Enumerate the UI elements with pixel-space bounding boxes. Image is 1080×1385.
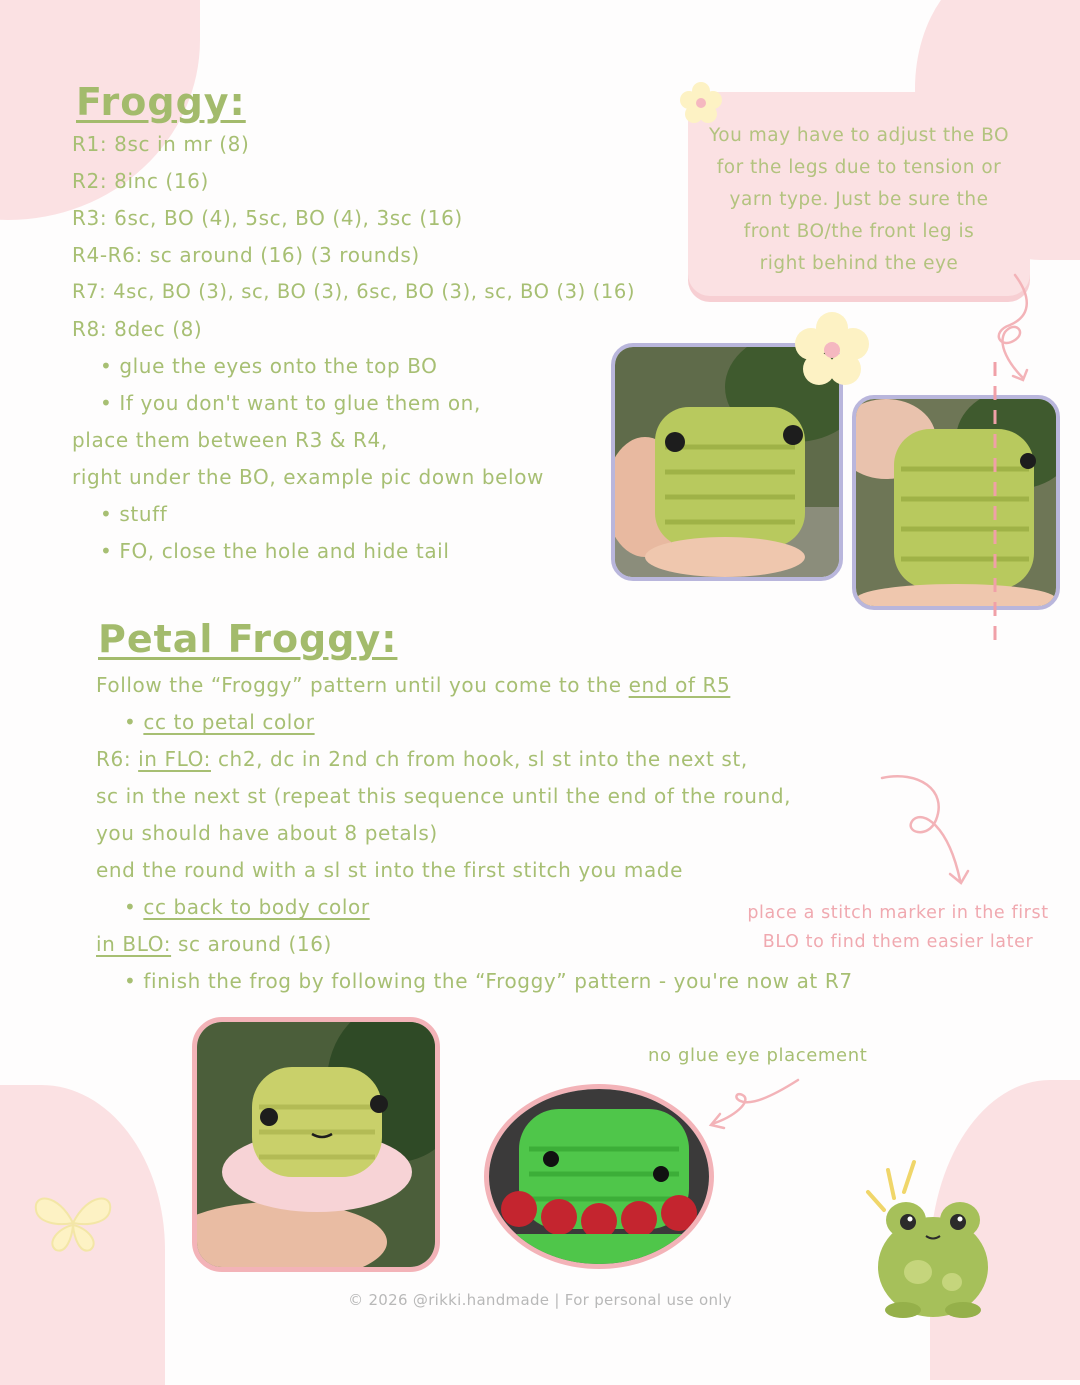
no-glue-continuation-1: place them between R3 & R4, [72, 428, 388, 452]
butterfly-icon [28, 1188, 118, 1258]
no-glue-continuation-2: right under the BO, example pic down below [72, 465, 545, 489]
tip-note-line-2: for the legs due to tension or [716, 157, 1002, 178]
stuff-bullet: • stuff [100, 502, 168, 526]
tip-note [688, 92, 1030, 296]
cc-petal-text: cc to petal color [143, 710, 315, 734]
stitch-marker-note-line-2: BLO to find them easier later [762, 932, 1034, 952]
curly-arrow-icon-3 [706, 1074, 802, 1132]
in-blo-text: in BLO: [96, 932, 172, 956]
tip-note-line-3: yarn type. Just be sure the [729, 189, 989, 210]
cc-body-bullet [124, 895, 370, 919]
dashed-guide-line [988, 362, 1002, 644]
pattern-row-6: R8: 8dec (8) [72, 317, 203, 341]
bullet-dot: • [124, 710, 144, 734]
blo-rest-text: sc around (16) [171, 932, 332, 956]
petal-froggy-photo [192, 1017, 440, 1272]
petal-froggy-title: Petal Froggy: [98, 617, 398, 661]
copyright-footer: © 2026 @rikki.handmade | For personal use only [348, 1291, 732, 1309]
pattern-row-1: R1: 8sc in mr (8) [72, 132, 250, 156]
tip-note-line-5: right behind the eye [759, 253, 959, 274]
end-of-r5-text: end of R5 [628, 673, 731, 697]
bullet-dot: • [124, 895, 144, 919]
r6-label: R6: [96, 747, 139, 771]
blo-line [96, 932, 332, 956]
no-glue-bullet: • If you don't want to glue them on, [100, 391, 481, 415]
stitch-marker-note [728, 899, 1068, 957]
r6-line [96, 747, 748, 771]
pattern-row-4: R4-R6: sc around (16) (3 rounds) [72, 243, 420, 267]
tip-note-line-4: front BO/the front leg is [743, 221, 975, 242]
follow-pattern-text: Follow the “Froggy” pattern until you come to the [96, 673, 629, 697]
stitch-marker-note-line-1: place a stitch marker in the first [747, 903, 1049, 923]
petals-count-line: you should have about 8 petals) [96, 821, 438, 845]
cc-petal-bullet [124, 710, 315, 734]
follow-pattern-line [96, 673, 730, 697]
end-round-line: end the round with a sl st into the first stitch you made [96, 858, 684, 882]
flower-icon-small [678, 80, 724, 126]
pattern-row-3: R3: 6sc, BO (4), 5sc, BO (4), 3sc (16) [72, 206, 463, 230]
no-glue-eye-note: no glue eye placement [648, 1045, 868, 1066]
cc-body-text: cc back to body color [143, 895, 370, 919]
curly-arrow-icon-2 [878, 770, 988, 890]
pattern-row-5: R7: 4sc, BO (3), sc, BO (3), 6sc, BO (3), sc, BO (3) (16) [72, 280, 636, 303]
in-flo-text: in FLO: [138, 747, 211, 771]
sc-next-line: sc in the next st (repeat this sequence until the end of the round, [96, 784, 792, 808]
glue-eyes-bullet: • glue the eyes onto the top BO [100, 354, 438, 378]
froggy-photo-side [852, 395, 1060, 610]
flower-icon-large [792, 310, 872, 390]
froggy-title: Froggy: [76, 80, 246, 124]
fo-bullet: • FO, close the hole and hide tail [100, 539, 450, 563]
no-glue-eye-photo [484, 1084, 714, 1269]
pattern-row-2: R2: 8inc (16) [72, 169, 209, 193]
finish-bullet: • finish the frog by following the “Froggy” pattern - you're now at R7 [124, 969, 853, 993]
r6-rest-text: ch2, dc in 2nd ch from hook, sl st into the next st, [210, 747, 748, 771]
tip-note-line-1: You may have to adjust the BO [708, 125, 1010, 146]
